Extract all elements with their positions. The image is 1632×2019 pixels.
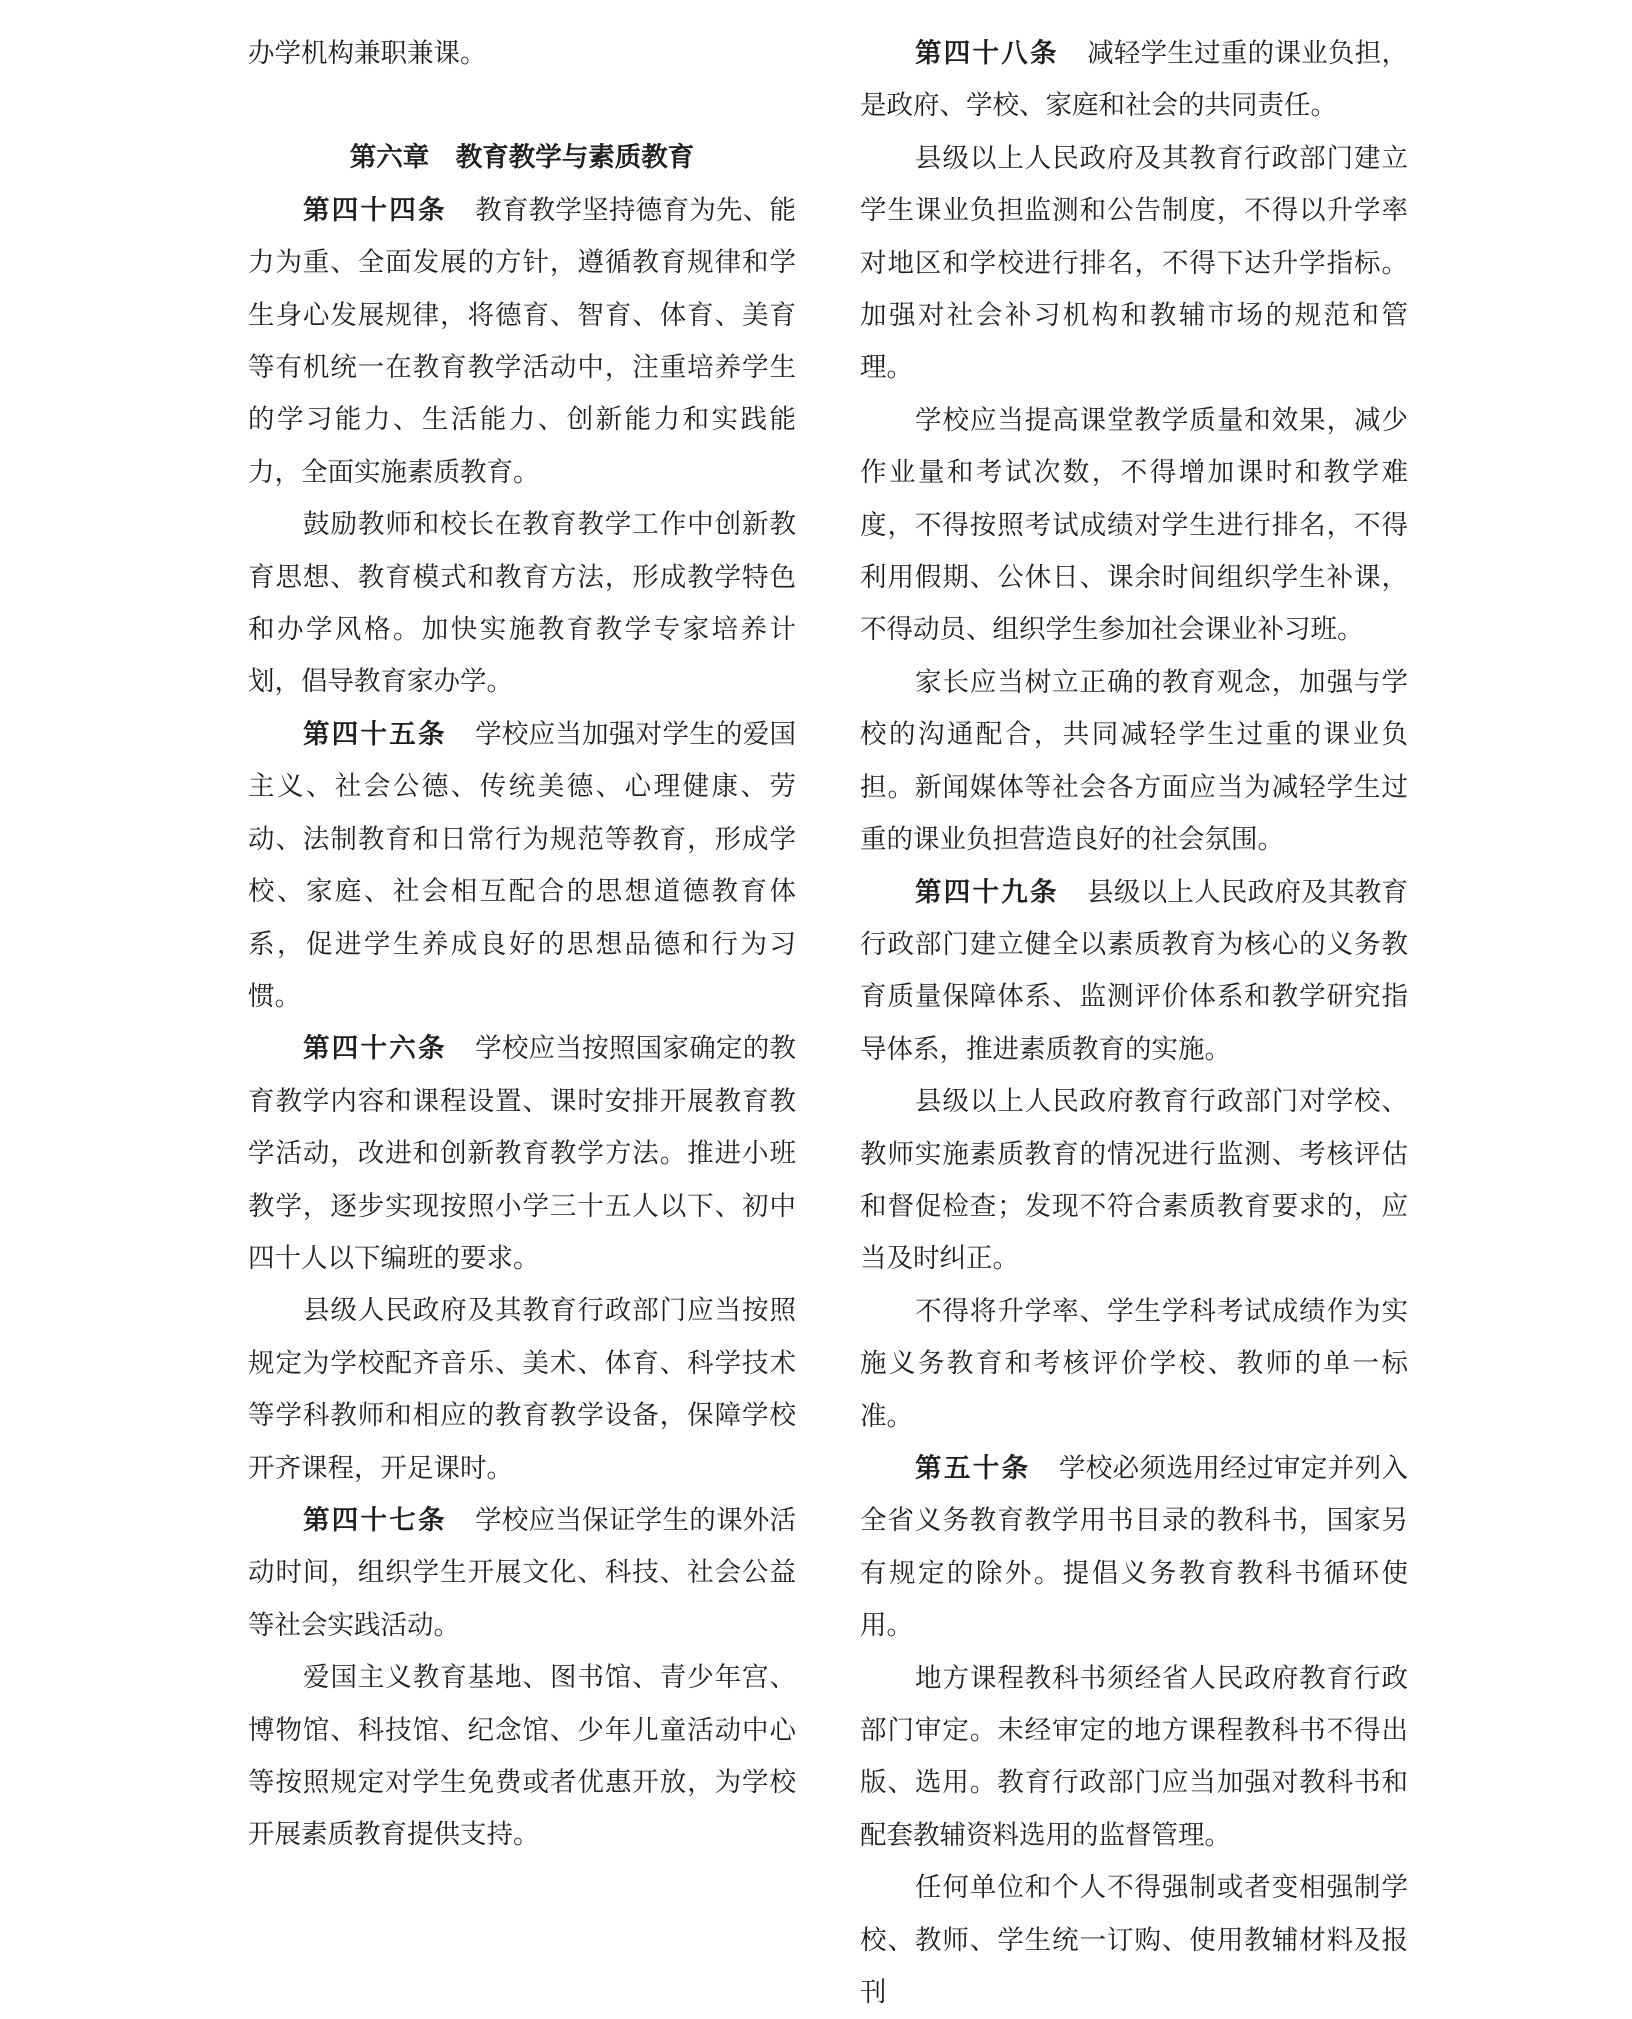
paragraph-text: 学校必须选用经过审定并列入全省义务教育教学用书目录的教科书，国家另有规定的除外。提倡义务教育教科书循环使用。 [860,1452,1409,1642]
paragraph-text: 鼓励教师和校长在教育教学工作中创新教育思想、教育模式和教育方法，形成教学特色和办学风格。加快实施教育教学专家培养计划，倡导教育家办学。 [248,509,796,698]
paragraph [860,133,1408,395]
paragraph-text: 爱国主义教育基地、图书馆、青少年宫、博物馆、科技馆、纪念馆、少年儿童活动中心等按照规定对学生免费或者优惠开放，为学校开展素质教育提供支持。 [248,1662,796,1851]
left-column [248,0,796,1862]
paragraph [860,1862,1408,2019]
paragraph [860,1286,1408,1443]
paragraph-text: 学校应当提高课堂教学质量和效果，减少作业量和考试次数，不得增加课时和教学难度，不得按照考试成绩对学生进行排名，不得利用假期、公休日、课余时间组织学生补课，不得动员、组织学生参加社会课业补习班。 [860,404,1408,646]
article-number: 第四十八条 [915,38,1059,69]
paragraph [860,1653,1408,1863]
paragraph-text: 减轻学生过重的课业负担，是政府、学校、家庭和社会的共同责任。 [860,38,1409,122]
paragraph-text: 地方课程教科书须经省人民政府教育行政部门审定。未经审定的地方课程教科书不得出版、选用。教育行政部门应当加强对教科书和配套教辅资料选用的监督管理。 [860,1662,1408,1851]
paragraph [248,1652,796,1862]
article-number: 第五十条 [915,1452,1031,1484]
article-number: 第四十七条 [303,1504,447,1536]
paragraph [860,657,1408,867]
paragraph [860,28,1408,133]
paragraph [248,185,796,499]
paragraph [248,1495,796,1652]
article-number: 第四十六条 [303,1033,447,1065]
chapter-gap [248,80,796,132]
right-paragraphs [860,0,1408,2019]
right-column [860,0,1408,2019]
paragraph-text: 县级以上人民政府教育行政部门对学校、教师实施素质教育的情况进行监测、考核评估和督促检查；发现不符合素质教育要求的，应当及时纠正。 [860,1086,1408,1275]
paragraph-text: 不得将升学率、学生学科考试成绩作为实施义务教育和考核评价学校、教师的单一标准。 [860,1295,1408,1432]
paragraph [248,1285,796,1495]
paragraph-text: 县级人民政府及其教育行政部门应当按照规定为学校配齐音乐、美术、体育、科学技术等学科教师和相应的教育教学设备，保障学校开齐课程，开足课时。 [248,1295,796,1484]
paragraph-text: 学校应当按照国家确定的教育教学内容和课程设置、课时安排开展教育教学活动，改进和创新教育教学方法。推进小班教学，逐步实现按照小学三十五人以下、初中四十人以下编班的要求。 [248,1033,797,1274]
paragraph [860,395,1408,657]
article-number: 第四十四条 [303,194,447,226]
paragraph-text: 县级以上人民政府及其教育行政部门建立学生课业负担监测和公告制度，不得以升学率对地区和学校进行排名，不得下达升学指标。加强对社会补习机构和教辅市场的规范和管理。 [860,142,1408,384]
paragraph-text: 学校应当保证学生的课外活动时间，组织学生开展文化、科技、社会公益等社会实践活动。 [248,1504,797,1641]
paragraph-text: 县级以上人民政府及其教育行政部门建立健全以素质教育为核心的义务教育质量保障体系、监测评价体系和教学研究指导体系，推进素质教育的实施。 [860,876,1409,1065]
paragraph [248,499,796,709]
left-paragraphs [248,185,796,1862]
paragraph [860,1443,1408,1653]
paragraph [860,867,1408,1077]
paragraph [248,1023,796,1285]
continuation-text: 办学机构兼职兼课。 [248,38,487,69]
paragraph-text: 教育教学坚持德育为先、能力为重、全面发展的方针，遵循教育规律和学生身心发展规律，将德育、智育、体育、美育等有机统一在教育教学活动中，注重培养学生的学习能力、生活能力、创新能力和实践能力，全面实施素质教育。 [248,194,797,488]
paragraph [248,709,796,1023]
article-number: 第四十九条 [915,876,1059,908]
paragraph-text: 家长应当树立正确的教育观念，加强与学校的沟通配合，共同减轻学生过重的课业负担。新闻媒体等社会各方面应当为减轻学生过重的课业负担营造良好的社会氛围。 [860,666,1408,856]
article-number: 第四十五条 [303,718,447,750]
chapter-title: 第六章 教育教学与素质教育 [349,142,695,174]
paragraph-text: 学校应当加强对学生的爱国主义、社会公德、传统美德、心理健康、劳动、法制教育和日常行为规范等教育，形成学校、家庭、社会相互配合的思想道德教育体系，促进学生养成良好的思想品德和行为习惯。 [248,718,797,1012]
paragraph [860,1076,1408,1286]
paragraph-text: 任何单位和个人不得强制或者变相强制学校、教师、学生统一订购、使用教辅材料及报刊 [860,1872,1408,2009]
